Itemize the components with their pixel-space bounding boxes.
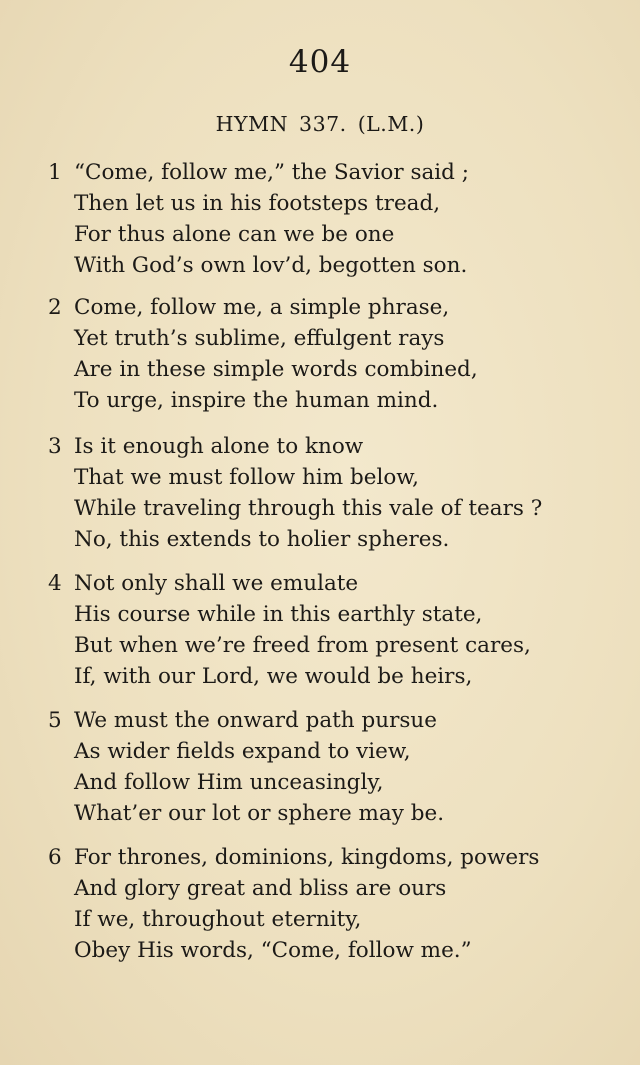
hymn-title: HYMN 337. (L.M.) (215, 112, 425, 136)
verse-line: No, this extends to holier spheres. (74, 527, 450, 552)
verse-line: With God’s own lov’d, begotten son. (74, 253, 468, 278)
stanza-number: 6 (48, 845, 62, 870)
verse-line: We must the onward path pursue (74, 708, 437, 733)
stanza-number: 4 (48, 571, 62, 596)
page-number: 404 (288, 44, 352, 80)
verse-line: Is it enough alone to know (74, 434, 364, 459)
verse-line: His course while in this earthly state, (74, 602, 483, 627)
stanza-number: 1 (48, 160, 62, 185)
verse-line: What’er our lot or sphere may be. (74, 801, 445, 826)
verse-line: If, with our Lord, we would be heirs, (74, 664, 473, 689)
verse-line: For thrones, dominions, kingdoms, powers (74, 845, 540, 870)
verse-line: That we must follow him below, (74, 465, 419, 490)
verse-line: For thus alone can we be one (74, 222, 395, 247)
verse-line: If we, throughout eternity, (74, 907, 362, 932)
verse-line: To urge, inspire the human mind. (74, 388, 439, 413)
stanza-number: 3 (48, 434, 62, 459)
stanza-number: 2 (48, 295, 62, 320)
verse-line: And follow Him unceasingly, (74, 770, 384, 795)
verse-line: As wider fields expand to view, (74, 739, 411, 764)
verse-line: Are in these simple words combined, (74, 357, 478, 382)
verse-line: And glory great and bliss are ours (74, 876, 447, 901)
verse-line: Obey His words, “Come, follow me.” (74, 938, 472, 963)
verse-line: Come, follow me, a simple phrase, (74, 295, 450, 320)
verse-line: Then let us in his footsteps tread, (74, 191, 441, 216)
verse-line: But when we’re freed from present cares, (74, 633, 531, 658)
verse-line: “Come, follow me,” the Savior said ; (74, 160, 470, 185)
verse-line: Yet truth’s sublime, effulgent rays (74, 326, 445, 351)
verse-line: While traveling through this vale of tears ? (74, 496, 543, 521)
stanza-number: 5 (48, 708, 62, 733)
verse-line: Not only shall we emulate (74, 571, 359, 596)
